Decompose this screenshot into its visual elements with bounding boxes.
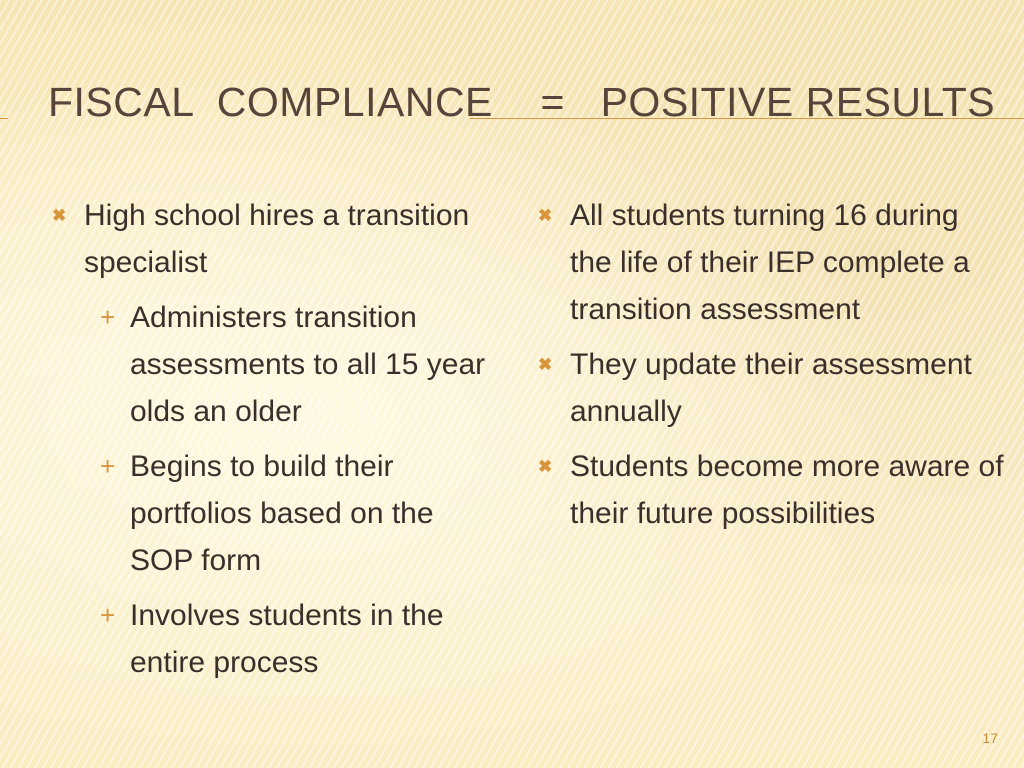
list-item [48,192,498,686]
sub-list-item [84,443,498,584]
x-mark-icon: ✖ [538,206,553,225]
right-column [534,192,1004,545]
sub-list-item-text: Involves students in the entire process [130,599,444,679]
sub-list-item [84,592,498,686]
title-area [48,74,1008,130]
left-column [48,192,498,694]
page-number: 17 [982,730,998,746]
x-mark-icon: ✖ [52,206,67,225]
list-item-text: All students turning 16 during the life of their IEP complete a transition assessment [570,199,970,326]
list-item-text: High school hires a transition specialist [84,199,470,279]
sub-list-item-text: Begins to build their portfolios based on the SOP form [130,450,434,577]
x-mark-icon: ✖ [538,457,553,476]
plus-icon: + [100,451,116,481]
list-item-text: They update their assessment annually [570,348,972,428]
title-underline-left [0,118,8,119]
sub-list-item-text: Administers transition assessments to all 15 year olds an older [130,301,486,428]
slide-title: FISCAL COMPLIANCE = POSITIVE RESULTS [48,79,996,125]
list-item [534,341,1004,435]
plus-icon: + [100,600,116,630]
title-underline [470,118,1024,119]
x-mark-icon: ✖ [538,355,553,374]
list-item-text: Students become more aware of their future possibilities [570,450,1004,530]
list-item [534,443,1004,537]
plus-icon: + [100,302,116,332]
sub-list-item [84,294,498,435]
list-item [534,192,1004,333]
